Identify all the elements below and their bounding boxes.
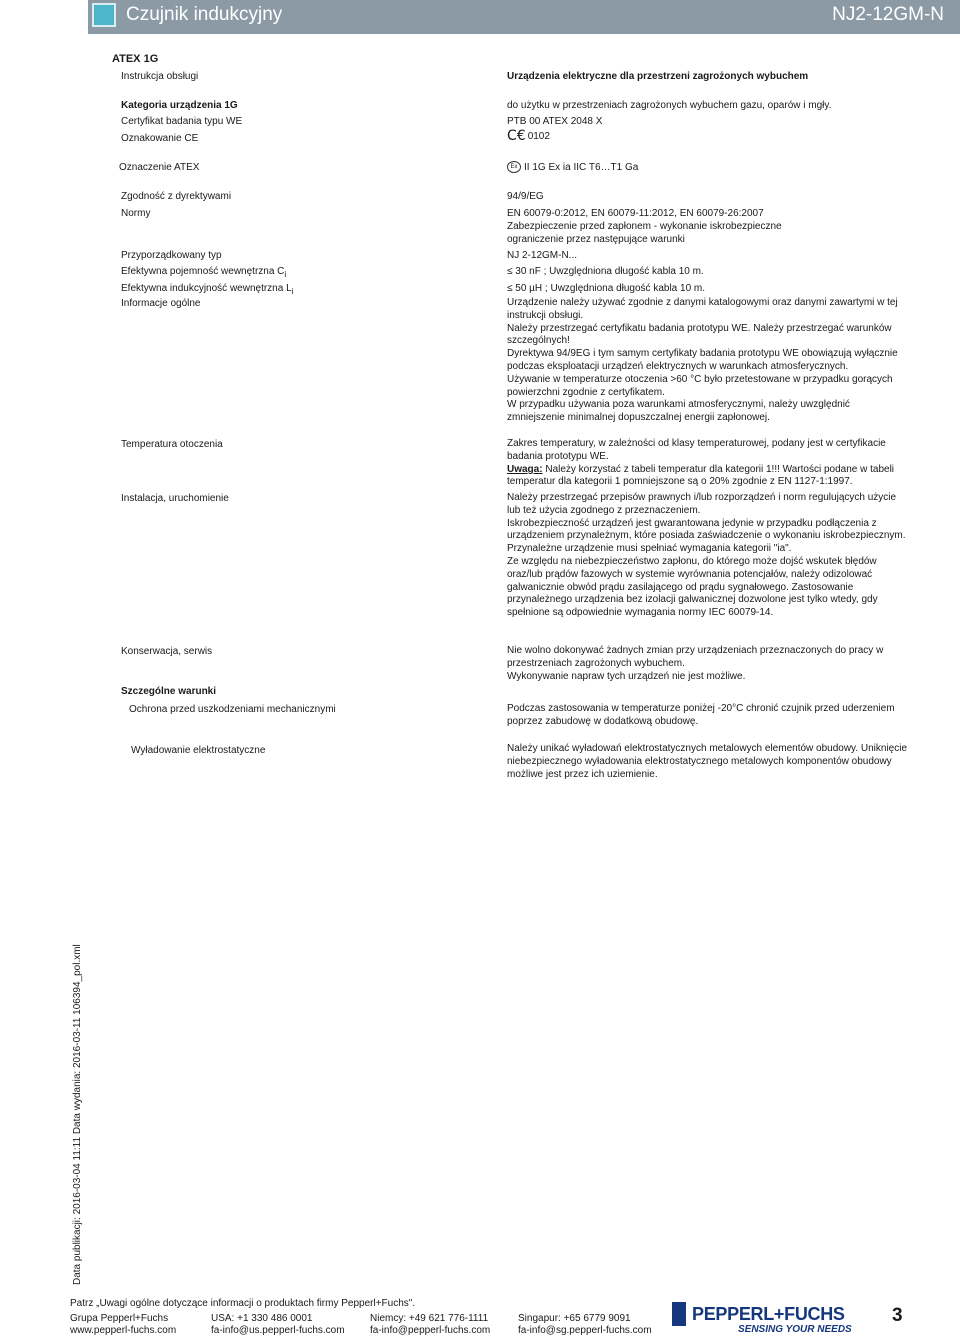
label-inductance xyxy=(121,282,294,298)
pf-logo-icon xyxy=(672,1302,686,1326)
footer-de-email[interactable]: fa-info@pepperl-fuchs.com xyxy=(370,1325,491,1336)
value-install xyxy=(507,492,907,620)
label-special: Szczególne warunki xyxy=(121,686,217,697)
temperature-para-2 xyxy=(507,464,907,490)
value-ce xyxy=(507,130,550,143)
footer-usa-phone: USA: +1 330 486 0001 xyxy=(211,1313,313,1324)
label-install: Instalacja, uruchomienie xyxy=(121,493,229,504)
install-para-3: Przynależne urządzenie musi spełniać wymagania kategorii "ia". xyxy=(507,543,792,555)
section-title: ATEX 1G xyxy=(112,53,159,65)
value-esd: Należy unikać wyładowań elektrostatycznych metalowych elementów obudowy. Uniknięcie niebezpiecznego wyładowania elektrostatycznego metalowych komponentów obudowy możliwe jest przez ich uziemienie. xyxy=(507,743,908,780)
label-esd: Wyładowanie elektrostatyczne xyxy=(131,745,266,756)
header-model: NJ2-12GM-N xyxy=(832,4,944,25)
page-number: 3 xyxy=(892,1305,903,1326)
label-temperature: Temperatura otoczenia xyxy=(121,439,223,450)
general-para-3: Dyrektywa 94/9EG i tym samym certyfikaty badania prototypu WE obowiązują wyłącznie podczas eksploatacji urządzeń elektrycznych w warunkach atmosferycznych. xyxy=(507,348,898,372)
footer-de-phone: Niemcy: +49 621 776-1111 xyxy=(370,1313,489,1324)
atex-text: II 1G Ex ia IIC T6…T1 Ga xyxy=(524,162,639,173)
footer-note: Patrz „Uwagi ogólne dotyczące informacji o produktach firmy Pepperl+Fuchs". xyxy=(70,1298,416,1309)
label-assigned: Przyporządkowany typ xyxy=(121,250,222,261)
header-bar xyxy=(88,0,960,34)
label-capacitance xyxy=(121,265,286,281)
temperature-para-1: Zakres temperatury, w zależności od klasy temperaturowej, podany jest w certyfikacie badania prototypu WE. xyxy=(507,438,886,462)
label-instruction: Instrukcja obsługi xyxy=(121,71,199,82)
value-inductance: ≤ 50 µH ; Uwzględniona długość kabla 10 m. xyxy=(507,283,706,294)
value-mech: Podczas zastosowania w temperaturze poniżej -20°C chronić czujnik przed uderzeniem poprzez zabudowę w dodatkową obudowę. xyxy=(507,703,895,727)
value-norms-2: Zabezpieczenie przed zapłonem - wykonanie iskrobezpieczne xyxy=(507,221,782,232)
brand-tagline: SENSING YOUR NEEDS xyxy=(738,1324,852,1335)
value-category: do użytku w przestrzeniach zagrożonych wybuchem gazu, oparów i mgły. xyxy=(507,100,832,111)
brand-name: PEPPERL+FUCHS xyxy=(692,1304,845,1324)
footer-group-web[interactable]: www.pepperl-fuchs.com xyxy=(70,1325,177,1336)
label-maintenance: Konserwacja, serwis xyxy=(121,646,213,657)
maintenance-para-2: Wykonywanie napraw tych urządzeń nie jest możliwe. xyxy=(507,670,746,682)
value-instruction: Urządzenia elektryczne dla przestrzeni zagrożonych wybuchem xyxy=(507,71,809,82)
header-logo-square xyxy=(92,3,116,27)
value-maintenance xyxy=(507,645,907,683)
label-category: Kategoria urządzenia 1G xyxy=(121,100,238,111)
ex-mark-icon: Ex xyxy=(507,161,521,173)
install-para-4: Ze względu na niebezpieczeństwo zapłonu, do którego może dojść wskutek błędów oraz/lub prądów fazowych w systemie wyrównania potencjałów, należy odizolować galwanicznie obwód prądu zasilającego od prądu sygnałowego. Zastosowanie przynależnego urządzenia bez izolacji galwanicznej dozwolone jest tylko wtedy, gdy spełnione są odpowiednie wymagania normy IEC 60079-14. xyxy=(507,555,878,619)
temperature-warning-text: Należy korzystać z tabeli temperatur dla kategorii 1!!! Wartości podane w tabeli temperatur dla kategorii 1 pomniejszone są o 20% zgodnie z EN 1127-1:1997. xyxy=(507,463,895,488)
value-cert: PTB 00 ATEX 2048 X xyxy=(507,116,603,127)
temperature-warning-label: Uwaga: xyxy=(507,463,543,475)
footer-sg-email[interactable]: fa-info@sg.pepperl-fuchs.com xyxy=(518,1325,652,1336)
value-norms-3: ograniczenie przez następujące warunki xyxy=(507,234,685,245)
label-ce: Oznakowanie CE xyxy=(121,133,199,144)
value-assigned: NJ 2-12GM-N... xyxy=(507,250,578,261)
ce-number: 0102 xyxy=(527,131,550,143)
label-directive: Zgodność z dyrektywami xyxy=(121,191,232,202)
footer-sg-phone: Singapur: +65 6779 9091 xyxy=(518,1313,631,1324)
pepperl-fuchs-logo xyxy=(672,1302,852,1336)
inductance-text: Efektywna indukcyjność wewnętrzna L xyxy=(121,283,292,294)
side-publication-info: Data publikacji: 2016-03-04 11:11 Data wydania: 2016-03-11 106394_pol.xml xyxy=(72,944,83,1285)
inductance-sub: i xyxy=(291,286,294,296)
value-atex xyxy=(507,161,638,174)
install-para-1: Należy przestrzegać przepisów prawnych i/lub rozporządzeń i norm regulujących użycie lub też użycia zgodnego z przeznaczeniem. xyxy=(507,492,897,516)
label-atex: Oznaczenie ATEX xyxy=(119,162,200,173)
value-general xyxy=(507,297,907,425)
install-para-2: Iskrobezpieczność urządzeń jest gwarantowana jedynie w przypadku podłączenia z urządzeniem przynależnym, które posiada zaświadczenie o wykonaniu iskrobezpiecznym. xyxy=(507,517,906,542)
ce-mark-icon: C€ xyxy=(507,128,526,144)
label-general: Informacje ogólne xyxy=(121,298,201,309)
value-directive: 94/9/EG xyxy=(507,191,544,202)
general-para-4: Używanie w temperaturze otoczenia >60 °C było przetestowane w przypadku gorących powierzchni zgodnie z certyfikatem. xyxy=(507,373,893,398)
general-para-1: Urządzenie należy używać zgodnie z danymi katalogowymi oraz danymi zawartymi w tej instrukcji obsługi. xyxy=(507,297,898,321)
value-norms-1: EN 60079-0:2012, EN 60079-11:2012, EN 60079-26:2007 xyxy=(507,208,764,219)
footer-group: Grupa Pepperl+Fuchs xyxy=(70,1313,169,1324)
label-cert: Certyfikat badania typu WE xyxy=(121,116,243,127)
footer-usa-email[interactable]: fa-info@us.pepperl-fuchs.com xyxy=(211,1325,345,1336)
maintenance-para-1: Nie wolno dokonywać żadnych zmian przy urządzeniach przeznaczonych do pracy w przestrzeniach zagrożonych wybuchem. xyxy=(507,645,884,669)
capacitance-sub: i xyxy=(284,269,287,279)
general-para-5: W przypadku używania poza warunkami atmosferycznymi, należy uwzględnić zmniejszenie minimalnej dopuszczalnej energii zapłonowej. xyxy=(507,399,850,424)
label-norms: Normy xyxy=(121,208,151,219)
header-title: Czujnik indukcyjny xyxy=(126,4,283,25)
label-mech: Ochrona przed uszkodzeniami mechanicznymi xyxy=(129,704,336,715)
value-temperature xyxy=(507,438,907,489)
general-para-2: Należy przestrzegać certyfikatu badania prototypu WE. Należy przestrzegać warunków szczególnych! xyxy=(507,322,892,347)
value-capacitance: ≤ 30 nF ; Uwzględniona długość kabla 10 m. xyxy=(507,266,704,277)
capacitance-text: Efektywna pojemność wewnętrzna C xyxy=(121,266,285,277)
